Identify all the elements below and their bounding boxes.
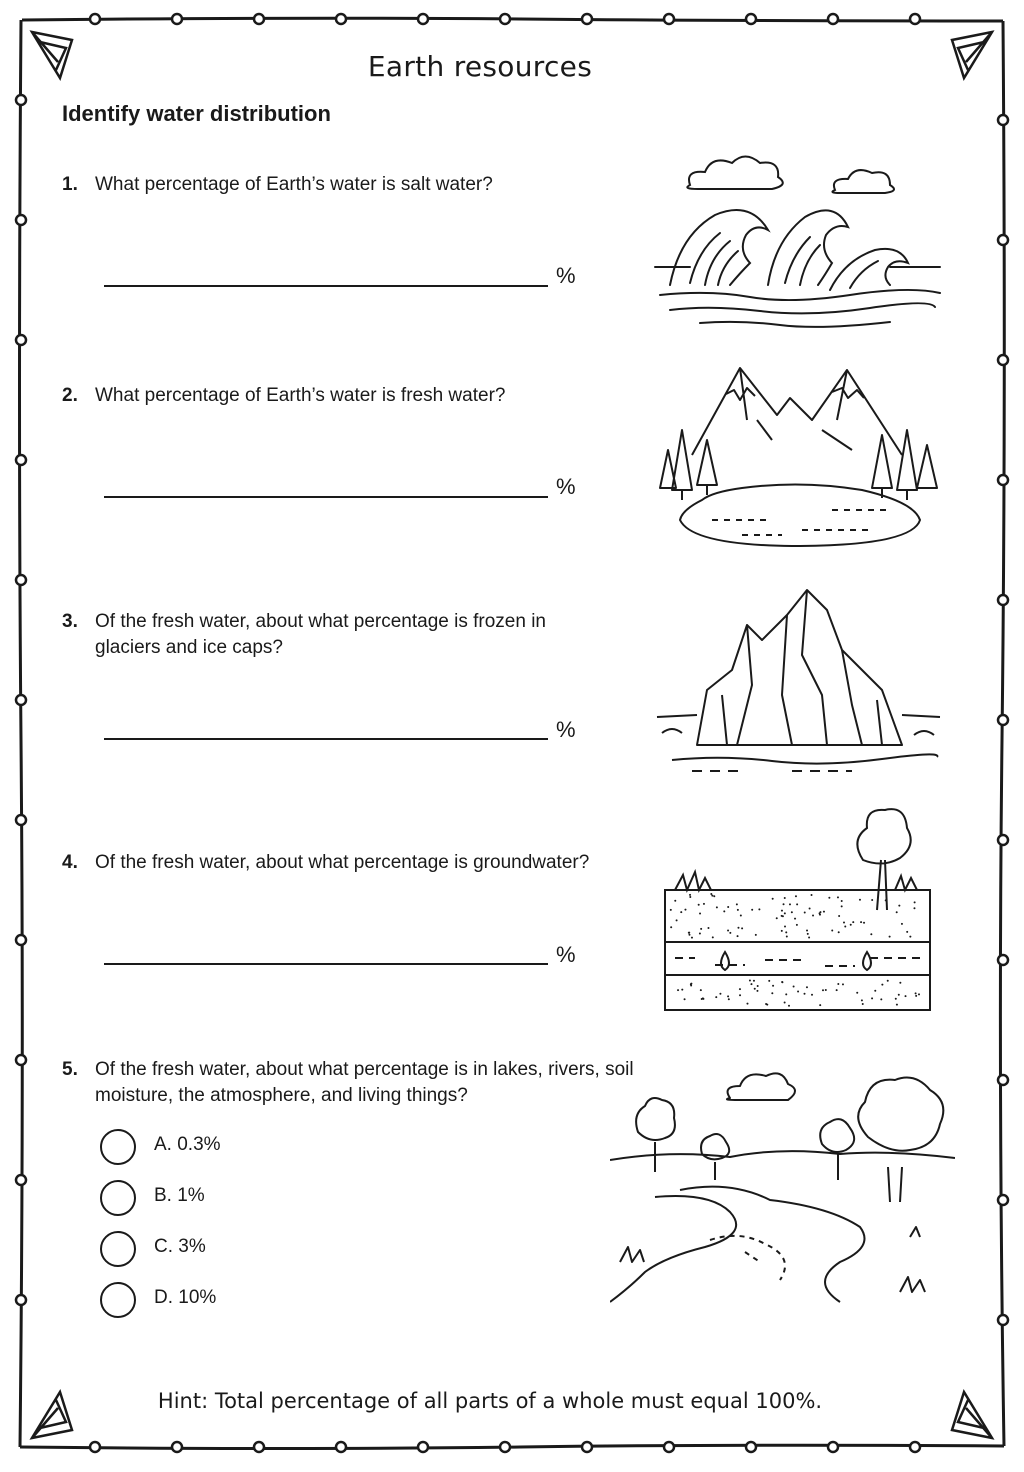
border-bead <box>582 14 592 24</box>
soil-dot <box>690 984 692 986</box>
section-heading: Identify water distribution <box>62 101 331 126</box>
soil-dot <box>889 936 891 938</box>
soil-dot <box>698 904 700 906</box>
soil-dot <box>765 1003 767 1005</box>
iceberg-icon <box>697 590 902 745</box>
soil-dot <box>784 926 786 928</box>
soil-dot <box>844 925 846 927</box>
border-bead <box>998 1075 1008 1085</box>
border-bead <box>336 1442 346 1452</box>
border-bead <box>16 215 26 225</box>
soil-dot <box>806 986 808 988</box>
soil-dot <box>881 984 883 986</box>
soil-dot <box>796 924 798 926</box>
soil-dot <box>723 910 725 912</box>
soil-dot <box>874 990 876 992</box>
soil-dot <box>811 994 813 996</box>
soil-dot <box>781 910 783 912</box>
soil-dot <box>837 896 839 898</box>
soil-dot <box>808 937 810 939</box>
mountain-lake-illustration <box>652 360 942 555</box>
soil-dot <box>727 906 729 908</box>
soil-dot <box>670 926 672 928</box>
soil-dot <box>740 914 742 916</box>
soil-dot <box>755 934 757 936</box>
border-bead <box>828 1442 838 1452</box>
border-bead <box>998 355 1008 365</box>
border-bead <box>16 455 26 465</box>
soil-dot <box>898 994 900 996</box>
border-bead <box>172 1442 182 1452</box>
soil-dot <box>727 930 729 932</box>
question-text: Of the fresh water, about what percentage is in lakes, rivers, soil moisture, the atmosphere, and living things? <box>95 1059 634 1106</box>
soil-dot <box>772 985 774 987</box>
soil-dot <box>811 894 813 896</box>
soil-dot <box>674 900 676 902</box>
option-label: A. 0.3% <box>154 1134 221 1155</box>
soil-dot <box>702 997 704 999</box>
percent-unit: % <box>556 474 576 499</box>
soil-dot <box>794 918 796 920</box>
soil-dot <box>690 983 692 985</box>
soil-dot <box>786 936 788 938</box>
cloud-icon <box>832 170 894 193</box>
soil-dot <box>870 933 872 935</box>
soil-dot <box>896 911 898 913</box>
soil-dot <box>885 899 887 901</box>
soil-dot <box>843 921 845 923</box>
soil-dot <box>905 995 907 997</box>
border-bead <box>254 14 264 24</box>
soil-dot <box>822 989 824 991</box>
answer-line-4[interactable] <box>104 963 548 965</box>
soil-dot <box>700 928 702 930</box>
soil-dot <box>688 932 690 934</box>
soil-dot <box>716 906 718 908</box>
question-text: What percentage of Earth’s water is salt water? <box>95 174 493 195</box>
soil-dot <box>871 997 873 999</box>
soil-dot <box>781 930 783 932</box>
soil-dot <box>899 982 901 984</box>
soil-dot <box>781 915 783 917</box>
soil-dot <box>887 980 889 982</box>
soil-dot <box>670 909 672 911</box>
soil-dot <box>842 983 844 985</box>
soil-dot <box>913 907 915 909</box>
question-number: 3. <box>62 611 78 632</box>
percent-unit: % <box>556 717 576 742</box>
soil-dot <box>741 927 743 929</box>
soil-dot <box>781 981 783 983</box>
soil-dot <box>676 919 678 921</box>
border-bead <box>90 1442 100 1452</box>
hint-text: Hint: Total percentage of all parts of a whole must equal 100%. <box>157 1389 823 1413</box>
border-bead <box>746 1442 756 1452</box>
soil-dot <box>871 899 873 901</box>
soil-dot <box>806 930 808 932</box>
soil-dot <box>784 897 786 899</box>
soil-dot <box>797 991 799 993</box>
lake-icon <box>680 484 920 546</box>
border-bead <box>16 335 26 345</box>
border-bead <box>418 1442 428 1452</box>
tree-icon <box>820 1119 854 1180</box>
soil-dot <box>784 1001 786 1003</box>
border-bead <box>172 14 182 24</box>
soil-dot <box>785 993 787 995</box>
option-label: D. 10% <box>154 1287 217 1308</box>
soil-dot <box>791 911 793 913</box>
question-number: 4. <box>62 852 78 873</box>
soil-dot <box>751 909 753 911</box>
soil-dot <box>707 927 709 929</box>
border-bead <box>16 1175 26 1185</box>
border-bead <box>664 1442 674 1452</box>
soil-dot <box>737 935 739 937</box>
soil-dot <box>680 911 682 913</box>
border-bead <box>16 935 26 945</box>
border-bead <box>998 595 1008 605</box>
soil-dot <box>796 903 798 905</box>
soil-dot <box>699 933 701 935</box>
soil-dot <box>713 895 715 897</box>
soil-dot <box>784 912 786 914</box>
option-label: C. 3% <box>154 1236 206 1257</box>
border-bead <box>828 14 838 24</box>
question-number: 2. <box>62 385 78 406</box>
soil-dot <box>828 897 830 899</box>
soil-dot <box>754 988 756 990</box>
soil-dot <box>756 990 758 992</box>
soil-dot <box>772 898 774 900</box>
soil-dot <box>789 903 791 905</box>
border-bead <box>998 475 1008 485</box>
soil-dot <box>700 989 702 991</box>
soil-dot <box>804 993 806 995</box>
soil-dot <box>739 994 741 996</box>
soil-dot <box>901 923 903 925</box>
soil-dot <box>771 992 773 994</box>
soil-dot <box>750 983 752 985</box>
soil-dot <box>836 989 838 991</box>
soil-dot <box>688 934 690 936</box>
soil-dot <box>712 936 714 938</box>
radio-circle[interactable] <box>100 1231 136 1267</box>
soil-dot <box>859 899 861 901</box>
soil-dot <box>809 908 811 910</box>
soil-dot <box>753 980 755 982</box>
soil-dot <box>739 988 741 990</box>
radio-circle[interactable] <box>100 1129 136 1165</box>
border-bead <box>254 1442 264 1452</box>
soil-dot <box>719 993 721 995</box>
soil-dot <box>689 894 691 896</box>
soil-dot <box>807 933 809 935</box>
border-bead <box>16 1055 26 1065</box>
border-bead <box>418 14 428 24</box>
river-landscape-illustration <box>610 1062 955 1317</box>
soil-dot <box>812 914 814 916</box>
soil-dot <box>710 893 712 895</box>
soil-dot <box>758 908 760 910</box>
soil-dot <box>896 1004 898 1006</box>
soil-dot <box>841 905 843 907</box>
question-text: What percentage of Earth’s water is fresh water? <box>95 385 506 406</box>
option-label: B. 1% <box>154 1185 205 1206</box>
tree-icon <box>872 430 937 500</box>
border-bead <box>582 1442 592 1452</box>
groundwater-layers-illustration <box>655 800 940 1015</box>
soil-dot <box>838 915 840 917</box>
border-bead <box>998 715 1008 725</box>
soil-dot <box>850 924 852 926</box>
border-bead <box>16 695 26 705</box>
soil-dot <box>863 922 865 924</box>
tree-icon <box>636 1098 675 1172</box>
border-bead <box>998 835 1008 845</box>
cloud-icon <box>727 1073 795 1100</box>
soil-dot <box>914 901 916 903</box>
soil-dot <box>819 914 821 916</box>
soil-dot <box>895 998 897 1000</box>
soil-dot <box>909 936 911 938</box>
soil-dot <box>768 980 770 982</box>
question-text: Of the fresh water, about what percentage is frozen in glaciers and ice caps? <box>95 611 546 658</box>
question-text: Of the fresh water, about what percentage is groundwater? <box>95 852 590 873</box>
page-title: Earth resources <box>367 50 593 83</box>
soil-dot <box>746 1003 748 1005</box>
soil-dot <box>906 931 908 933</box>
soil-dot <box>715 996 717 998</box>
ocean-waves-illustration <box>650 145 945 335</box>
soil-dot <box>793 986 795 988</box>
soil-dot <box>699 913 701 915</box>
soil-dot <box>804 912 806 914</box>
tree-icon <box>858 1078 943 1202</box>
soil-dot <box>691 937 693 939</box>
soil-dot <box>689 896 691 898</box>
mountain-icon <box>692 368 902 455</box>
soil-dot <box>737 909 739 911</box>
soil-dot <box>736 903 738 905</box>
soil-dot <box>825 989 827 991</box>
answer-line-2[interactable] <box>104 496 548 498</box>
soil-dot <box>684 909 686 911</box>
border-bead <box>998 115 1008 125</box>
percent-unit: % <box>556 263 576 288</box>
soil-dot <box>728 998 730 1000</box>
border-bead <box>16 95 26 105</box>
border-bead <box>910 14 920 24</box>
soil-dot <box>915 995 917 997</box>
border-bead <box>16 1295 26 1305</box>
soil-dot <box>838 931 840 933</box>
soil-dot <box>856 992 858 994</box>
radio-circle[interactable] <box>100 1282 136 1318</box>
soil-dot <box>852 921 854 923</box>
soil-dot <box>862 1003 864 1005</box>
soil-dot <box>788 1005 790 1007</box>
soil-dot <box>880 998 882 1000</box>
soil-dot <box>860 921 862 923</box>
tree-icon <box>857 809 910 910</box>
soil-dot <box>677 989 679 991</box>
soil-dot <box>737 927 739 929</box>
answer-line-3[interactable] <box>104 738 548 740</box>
answer-line-1[interactable] <box>104 285 548 287</box>
radio-circle[interactable] <box>100 1180 136 1216</box>
percent-unit: % <box>556 942 576 967</box>
border-bead <box>998 1195 1008 1205</box>
soil-dot <box>783 903 785 905</box>
soil-dot <box>749 980 751 982</box>
tree-icon <box>660 430 717 500</box>
border-bead <box>90 14 100 24</box>
soil-dot <box>727 995 729 997</box>
border-bead <box>16 575 26 585</box>
border-bead <box>746 14 756 24</box>
soil-dot <box>776 917 778 919</box>
soil-dot <box>837 983 839 985</box>
soil-dot <box>898 905 900 907</box>
border-bead <box>16 815 26 825</box>
soil-dot <box>729 932 731 934</box>
soil-dot <box>831 929 833 931</box>
border-bead <box>336 14 346 24</box>
river-icon <box>610 1187 865 1302</box>
soil-dot <box>684 998 686 1000</box>
soil-dot <box>823 911 825 913</box>
border-bead <box>500 14 510 24</box>
border-bead <box>998 1315 1008 1325</box>
iceberg-illustration <box>652 585 942 780</box>
soil-dot <box>785 931 787 933</box>
soil-dot <box>819 1004 821 1006</box>
soil-dot <box>841 900 843 902</box>
border-bead <box>998 955 1008 965</box>
question-number: 5. <box>62 1059 78 1080</box>
question-number: 1. <box>62 174 78 195</box>
border-bead <box>664 14 674 24</box>
soil-dot <box>795 895 797 897</box>
border-bead <box>500 1442 510 1452</box>
soil-dot <box>918 993 920 995</box>
soil-dot <box>915 992 917 994</box>
soil-dot <box>757 985 759 987</box>
soil-dot <box>703 903 705 905</box>
cloud-icon <box>687 157 782 190</box>
border-bead <box>910 1442 920 1452</box>
soil-dot <box>681 989 683 991</box>
soil-dot <box>861 999 863 1001</box>
border-bead <box>998 235 1008 245</box>
